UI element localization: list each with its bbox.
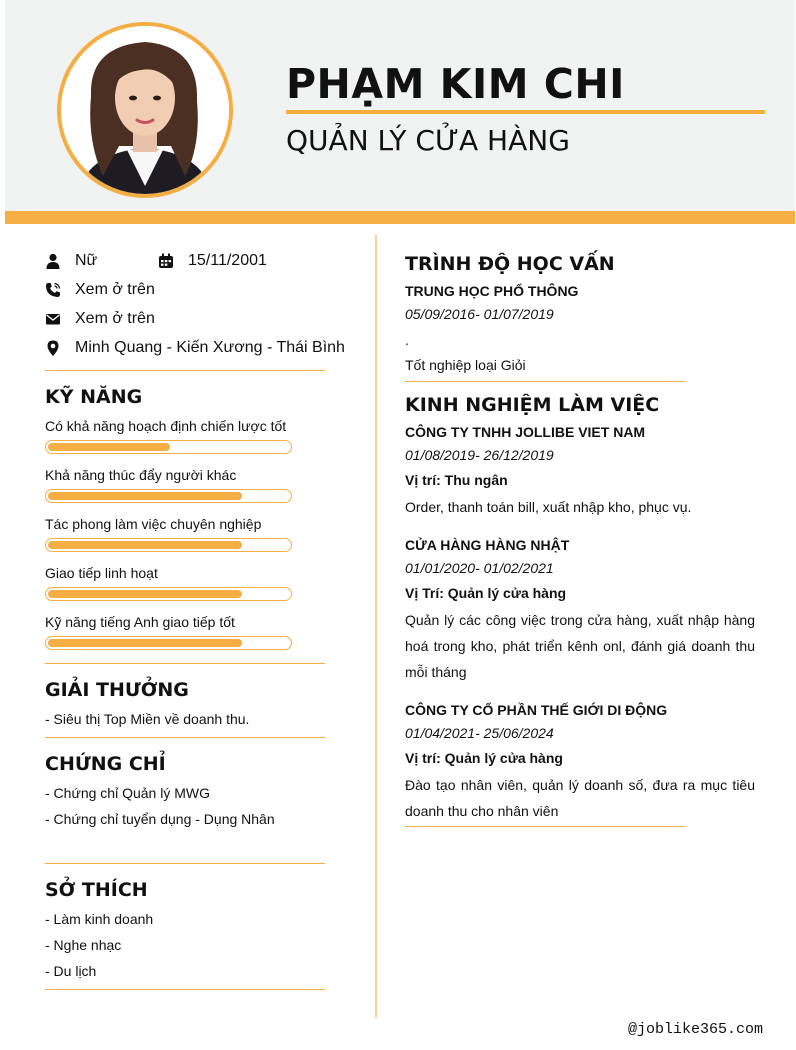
- job-dates: 01/08/2019- 26/12/2019: [405, 447, 554, 463]
- experience-title: KINH NGHIỆM LÀM VIỆC: [405, 394, 660, 416]
- job-dates: 01/04/2021- 25/06/2024: [405, 725, 554, 741]
- skill-bar: [45, 489, 292, 503]
- skill-bar: [45, 440, 292, 454]
- gender-row: [45, 250, 97, 272]
- skill-bar-fill: [48, 639, 242, 647]
- divider: [45, 863, 325, 864]
- gender-value: Nữ: [75, 252, 98, 269]
- job-description: Đào tạo nhân viên, quản lý doanh số, đưa ra mục tiêu doanh thu cho nhân viên: [405, 777, 755, 819]
- person-icon: [45, 253, 61, 269]
- envelope-icon: [45, 311, 61, 327]
- skills-title: KỸ NĂNG: [45, 386, 143, 408]
- divider: [405, 381, 685, 382]
- job-position: Vị trí: Quản lý cửa hàng: [405, 750, 563, 766]
- watermark: @joblike365.com: [628, 1021, 764, 1038]
- awards-title: GIẢI THƯỞNG: [45, 679, 189, 701]
- divider: [45, 663, 325, 664]
- skill-label: Khả năng thúc đẩy người khác: [45, 467, 237, 483]
- avatar: [57, 22, 233, 198]
- job-description: Order, thanh toán bill, xuất nhập kho, phục vụ.: [405, 499, 692, 515]
- divider: [45, 989, 325, 990]
- skill-bar: [45, 636, 292, 650]
- candidate-role: QUẢN LÝ CỬA HÀNG: [286, 124, 570, 157]
- skill-label: Giao tiếp linh hoạt: [45, 565, 158, 581]
- name-underline: [286, 110, 765, 114]
- job-company: CỬA HÀNG HÀNG NHẬT: [405, 537, 570, 553]
- skill-bar-fill: [48, 541, 242, 549]
- header-accent-bar: [5, 211, 795, 224]
- job-description: Quản lý các công việc trong cửa hàng, xuất nhập hàng hoá trong kho, phát triển kênh onl, đánh giá doanh thu mỗi tháng: [405, 612, 755, 680]
- candidate-name: PHẠM KIM CHI: [286, 60, 625, 108]
- hobby-item: - Làm kinh doanh: [45, 911, 154, 927]
- birthday-value: 15/11/2001: [188, 252, 267, 269]
- award-item: - Siêu thị Top Miền về doanh thu.: [45, 711, 250, 727]
- email-value: Xem ở trên: [75, 310, 155, 327]
- certificate-item: - Chứng chỉ Quản lý MWG: [45, 785, 210, 801]
- education-title: TRÌNH ĐỘ HỌC VẤN: [405, 253, 615, 275]
- birthday-row: [158, 250, 267, 272]
- hobby-item: - Du lịch: [45, 963, 97, 979]
- phone-row: [45, 279, 155, 301]
- column-divider: [375, 235, 377, 1018]
- divider: [45, 737, 325, 738]
- skill-label: Kỹ năng tiếng Anh giao tiếp tốt: [45, 614, 235, 630]
- divider: [405, 826, 685, 827]
- phone-icon: [45, 282, 61, 298]
- address-row: [45, 337, 345, 359]
- education-dates: 05/09/2016- 01/07/2019: [405, 306, 554, 322]
- hobby-item: - Nghe nhạc: [45, 937, 122, 953]
- education-school: TRUNG HỌC PHỔ THÔNG: [405, 283, 579, 299]
- job-company: CÔNG TY CỔ PHẦN THẾ GIỚI DI ĐỘNG: [405, 702, 668, 718]
- skill-label: Có khả năng hoạch định chiến lược tốt: [45, 418, 287, 434]
- education-result: Tốt nghiệp loại Giỏi: [405, 357, 526, 373]
- job-position: Vị trí: Thu ngân: [405, 472, 508, 488]
- job-position: Vị Trí: Quản lý cửa hàng: [405, 585, 567, 601]
- education-dot: .: [405, 332, 409, 348]
- certificate-item: - Chứng chỉ tuyển dụng - Dụng Nhân: [45, 811, 275, 827]
- address-value: Minh Quang - Kiến Xương - Thái Bình: [75, 339, 345, 356]
- job-dates: 01/01/2020- 01/02/2021: [405, 560, 554, 576]
- calendar-icon: [158, 253, 174, 269]
- email-row: [45, 308, 155, 330]
- hobbies-title: SỞ THÍCH: [45, 879, 148, 901]
- certificates-title: CHỨNG CHỈ: [45, 753, 166, 775]
- skill-bar-fill: [48, 443, 170, 451]
- skill-bar: [45, 587, 292, 601]
- skill-bar-fill: [48, 492, 242, 500]
- skill-bar-fill: [48, 590, 242, 598]
- portrait-illustration: [61, 26, 229, 194]
- skill-bar: [45, 538, 292, 552]
- skill-label: Tác phong làm việc chuyên nghiệp: [45, 516, 262, 532]
- divider: [45, 370, 325, 371]
- location-pin-icon: [45, 340, 61, 356]
- job-company: CÔNG TY TNHH JOLLIBE VIET NAM: [405, 424, 646, 440]
- phone-value: Xem ở trên: [75, 281, 155, 298]
